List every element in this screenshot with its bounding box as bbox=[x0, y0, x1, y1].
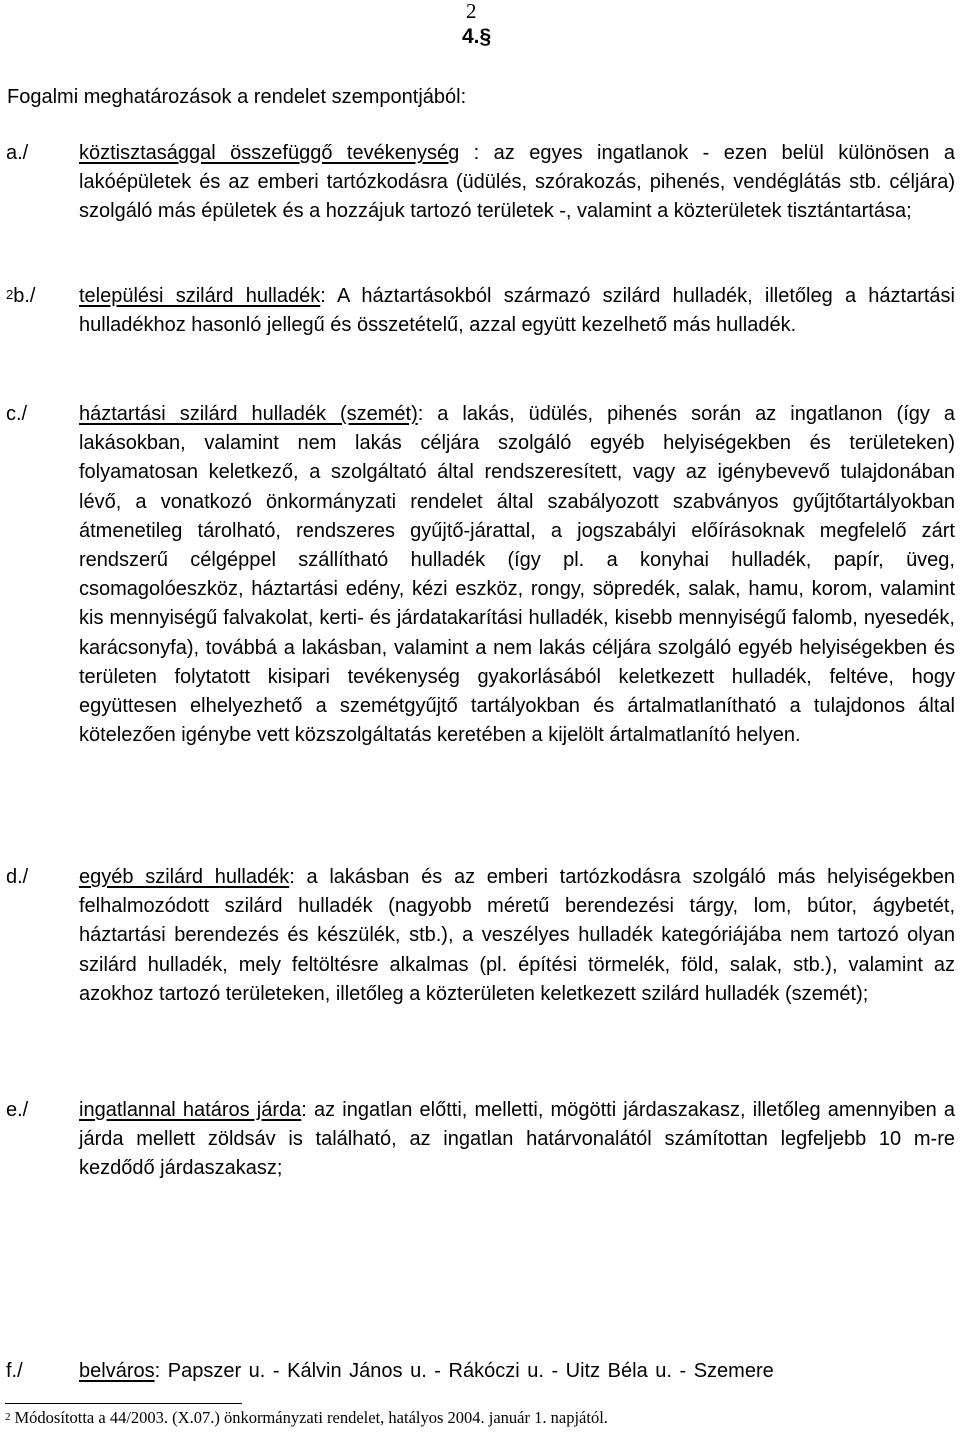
item-body: belváros: Papszer u. - Kálvin János u. - Rákóczi u. - Uitz Béla u. - Szemere bbox=[79, 1360, 774, 1382]
footnote-mark: 2 bbox=[5, 1411, 11, 1423]
item-body: háztartási szilárd hulladék (szemét): a lakás, üdülés, pihenés során az ingatlanon (így a lakásokban, valamint nem lakás céljára szolgáló egyéb helyiségekben és területeken) folyamatosan keletkező, a szolgáltató által rendszeresített, vagy az igénybevevő tulajdonában lévő, a vonatkozó önkormányzati rendelet által szabályozott szabványos gyűjtőtartályokban átmenetileg tárolható, rendszeres gyűjtő-járattal, a jogszabályi előírásoknak megfelelő zárt rendszerű célgéppel szállítható hulladék (így pl. a konyhai hulladék, papír, üveg, csomagolóeszköz, háztartási edény, kézi eszköz, rongy, söpredék, salak, hamu, korom, valamint kis mennyiségű falvakolat, kerti- és járdatakarítási hulladék, kisebb mennyiségű falomb, nyesedék, karácsonyfa), továbbá a lakásban, valamint a nem lakás céljára szolgáló egyéb helyiségekben és területen folytatott kisipari tevékenység gyakorlásából keletkezett hulladék, feltéve, hogy együttesen elhelyezhető a szemétgyűjtő tartályokban és ártalmatlanítható a tulajdonos által kötelezően igénybe vett közszolgáltatás keretében a kijelölt ártalmatlanító helyen. bbox=[79, 403, 955, 747]
definition-text: Papszer u. - Kálvin János u. - Rákóczi u. - Uitz Béla u. - Szemere bbox=[167, 1360, 774, 1382]
defined-term: köztisztasággal összefüggő tevékenység bbox=[79, 142, 460, 164]
intro-heading: Fogalmi meghatározások a rendelet szempontjából: bbox=[7, 86, 467, 108]
item-label: c./ bbox=[6, 403, 28, 425]
item-body: települési szilárd hulladék: A háztartásokból származó szilárd hulladék, illetőleg a háztartási hulladékhoz hasonló jellegű és összetételű, azzal együtt kezelhető más hulladék. bbox=[79, 285, 956, 337]
defined-term: ingatlannal határos járda bbox=[79, 1099, 302, 1121]
definition-text: A háztartásokból származó szilárd hulladék, illetőleg a háztartási hulladékhoz hasonló jellegű és összetételű, azzal együtt kezelhető más hulladék. bbox=[79, 285, 956, 337]
definition-text: a lakásban és az emberi tartózkodásra szolgáló más helyiségekben felhalmozódott szilárd hulladék (nagyobb méretű berendezési tárgy, lom, bútor, ágybetét, háztartási berendezés és készülék, stb.), a veszélyes hulladék kategóriájába nem tartozó olyan szilárd hulladék, mely feltöltésre alkalmas (pl. építési törmelék, föld, salak, stb.), valamint az azokhoz tartozó területeken, illetőleg a közterületen keletkezett szilárd hulladék (szemét); bbox=[79, 866, 955, 1005]
item-body: ingatlannal határos járda: az ingatlan előtti, melletti, mögötti járdaszakasz, illetőleg amennyiben a járda mellett zöldsáv is található, az ingatlan határvonalától számítottan legfeljebb 10 m-re kezdődő járdaszakasz; bbox=[79, 1099, 955, 1180]
item-body: egyéb szilárd hulladék: a lakásban és az emberi tartózkodásra szolgáló más helyiségekben felhalmozódott szilárd hulladék (nagyobb méretű berendezési tárgy, lom, bútor, ágybetét, háztartási berendezés és készülék, stb.), a veszélyes hulladék kategóriájába nem tartozó olyan szilárd hulladék, mely feltöltésre alkalmas (pl. építési törmelék, föld, salak, stb.), valamint az azokhoz tartozó területeken, illetőleg a közterületen keletkezett szilárd hulladék (szemét); bbox=[79, 866, 955, 1005]
item-label: a./ bbox=[6, 142, 29, 164]
item-label: f./ bbox=[6, 1360, 23, 1382]
section-heading: 4.§ bbox=[462, 25, 492, 48]
definition-text: az ingatlan előtti, melletti, mögötti járdaszakasz, illetőleg amennyiben a járda mellett zöldsáv is található, az ingatlan határvonalától számítottan legfeljebb 10 m-re kezdődő járdaszakasz; bbox=[79, 1099, 955, 1180]
defined-term: települési szilárd hulladék bbox=[79, 285, 321, 307]
item-label: e./ bbox=[6, 1099, 29, 1121]
item-label: d./ bbox=[6, 866, 29, 888]
footnote-separator bbox=[5, 1403, 242, 1404]
page-number: 2 bbox=[466, 0, 477, 23]
defined-term: egyéb szilárd hulladék bbox=[79, 866, 290, 888]
item-body: köztisztasággal összefüggő tevékenység : az egyes ingatlanok - ezen belül különösen a lakóépületek és az emberi tartózkodásra (üdülés, szórakozás, pihenés, vendéglátás stb. céljára) szolgáló más épületek és a hozzájuk tartozó területek -, valamint a közterületek tisztántartása; bbox=[79, 142, 955, 223]
definition-text: az egyes ingatlanok - ezen belül különösen a lakóépületek és az emberi tartózkodásra (üdülés, szórakozás, pihenés, vendéglátás stb. céljára) szolgáló más épületek és a hozzájuk tartozó területek -, valamint a közterületek tisztántartása; bbox=[79, 142, 955, 223]
footnote-text: Módosította a 44/2003. (X.07.) önkormányzati rendelet, hatályos 2004. január 1. napjától. bbox=[14, 1408, 608, 1427]
footnote-reference: 2 bbox=[6, 287, 14, 302]
footnote bbox=[5, 1408, 608, 1428]
defined-term: belváros bbox=[79, 1360, 155, 1382]
defined-term: háztartási szilárd hulladék (szemét) bbox=[79, 403, 418, 425]
definition-text: a lakás, üdülés, pihenés során az ingatlanon (így a lakásokban, valamint nem lakás céljára szolgáló egyéb helyiségekben és területeken) folyamatosan keletkező, a szolgáltató által rendszeresített, vagy az igénybevevő tulajdonában lévő, a vonatkozó önkormányzati rendelet által szabályozott szabványos gyűjtőtartályokban átmenetileg tárolható, rendszeres gyűjtő-járattal, a jogszabályi előírásoknak megfelelő zárt rendszerű célgéppel szállítható hulladék (így pl. a konyhai hulladék, papír, üveg, csomagolóeszköz, háztartási edény, kézi eszköz, rongy, söpredék, salak, hamu, korom, valamint kis mennyiségű falvakolat, kerti- és járdatakarítási hulladék, kisebb mennyiségű falomb, nyesedék, karácsonyfa), továbbá a lakásban, valamint a nem lakás céljára szolgáló egyéb helyiségekben és területen folytatott kisipari tevékenység gyakorlásából keletkezett hulladék, feltéve, hogy együttesen elhelyezhető a szemétgyűjtő tartályokban és ártalmatlanítható a tulajdonos által kötelezően igénybe vett közszolgáltatás keretében a kijelölt ártalmatlanító helyen. bbox=[79, 403, 955, 747]
item-label: $^2$b./ bbox=[6, 285, 36, 307]
